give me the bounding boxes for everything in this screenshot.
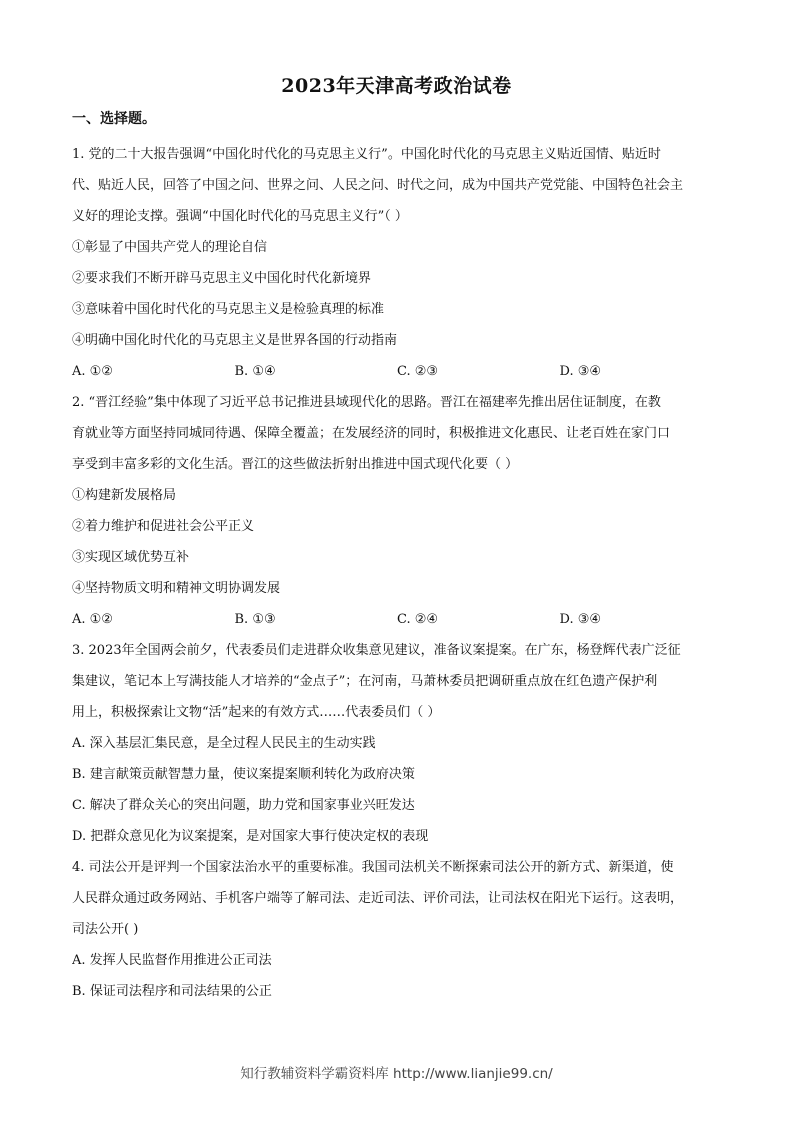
question-line: 义好的理论支撑。强调“中国化时代化的马克思主义行”（ ） [72,209,408,224]
question-2 [72,387,722,635]
statement-3: ③意味着中国化时代化的马克思主义是检验真理的标准 [72,302,385,317]
option-a: A. 发挥人民监督作用推进公正司法 [72,953,272,968]
option-a: A. ①② [72,364,113,379]
statement-4: ④坚持物质文明和精神文明协调发展 [72,581,281,596]
question-line: 人民群众通过政务网站、手机客户端等了解司法、走近司法、评价司法，让司法权在阳光下运行。这表明， [72,891,684,906]
option-d: D. ③④ [559,612,602,627]
option-c: C. ②③ [397,364,439,379]
option-a: A. ①② [72,612,113,627]
statement-4: ④明确中国化时代化的马克思主义是世界各国的行动指南 [72,333,398,348]
questions [72,139,722,1007]
statement-2: ②要求我们不断开辟马克思主义中国化时代化新境界 [72,271,372,286]
option-d: D. ③④ [559,364,602,379]
question-line: 用上，积极探索让文物“活”起来的有效方式……代表委员们（ ） [72,705,441,720]
statement-1: ①构建新发展格局 [72,488,177,503]
answer-options [72,356,722,387]
page-title: 2023年天津高考政治试卷 [281,75,512,97]
question-line: 育就业等方面坚持同城同待遇、保障全覆盖；在发展经济的同时，积极推进文化惠民、让老百姓在家门口 [72,426,671,441]
option-a: A. 深入基层汇集民意，是全过程人民民主的生动实践 [72,736,376,751]
question-line: 4. 司法公开是评判一个国家法治水平的重要标准。我国司法机关不断探索司法公开的新方式、新渠道，使 [72,860,674,875]
option-b: B. 保证司法程序和司法结果的公正 [72,984,272,999]
answer-options [72,604,722,635]
section-heading: 一、选择题。 [72,111,156,127]
statement-2: ②着力维护和促进社会公平正义 [72,519,255,534]
question-line: 享受到丰富多彩的文化生活。晋江的这些做法折射出推进中国式现代化要（ ） [72,457,519,472]
option-b: B. ①③ [234,612,276,627]
question-line: 3. 2023年全国两会前夕，代表委员们走进群众收集意见建议，准备议案提案。在广东，杨登辉代表广泛征 [72,643,681,658]
question-line: 1. 党的二十大报告强调“中国化时代化的马克思主义行”。中国化时代化的马克思主义贴近国情、贴近时 [72,147,661,162]
footer-watermark: 知行教辅资料学霸资料库 http://www.lianjie99.cn/ [240,1066,553,1082]
option-d: D. 把群众意见化为议案提案，是对国家大事行使决定权的表现 [72,829,429,844]
question-4 [72,852,722,1007]
question-1 [72,139,722,387]
statement-3: ③实现区域优势互补 [72,550,190,565]
statement-1: ①彰显了中国共产党人的理论自信 [72,240,268,255]
question-line: 司法公开( ) [72,922,139,937]
question-line: 代、贴近人民，回答了中国之问、世界之问、人民之问、时代之问，成为中国共产党党能、中国特色社会主 [72,178,684,193]
option-c: C. 解决了群众关心的突出问题，助力党和国家事业兴旺发达 [72,798,415,813]
option-b: B. 建言献策贡献智慧力量，使议案提案顺利转化为政府决策 [72,767,415,782]
question-3 [72,635,722,852]
option-c: C. ②④ [397,612,439,627]
question-line: 集建议，笔记本上写满技能人才培养的“金点子”；在河南，马萧林委员把调研重点放在红色遗产保护利 [72,674,658,689]
question-line: 2. “晋江经验”集中体现了习近平总书记推进县域现代化的思路。晋江在福建率先推出居住证制度，在教 [72,395,661,410]
option-b: B. ①④ [234,364,276,379]
